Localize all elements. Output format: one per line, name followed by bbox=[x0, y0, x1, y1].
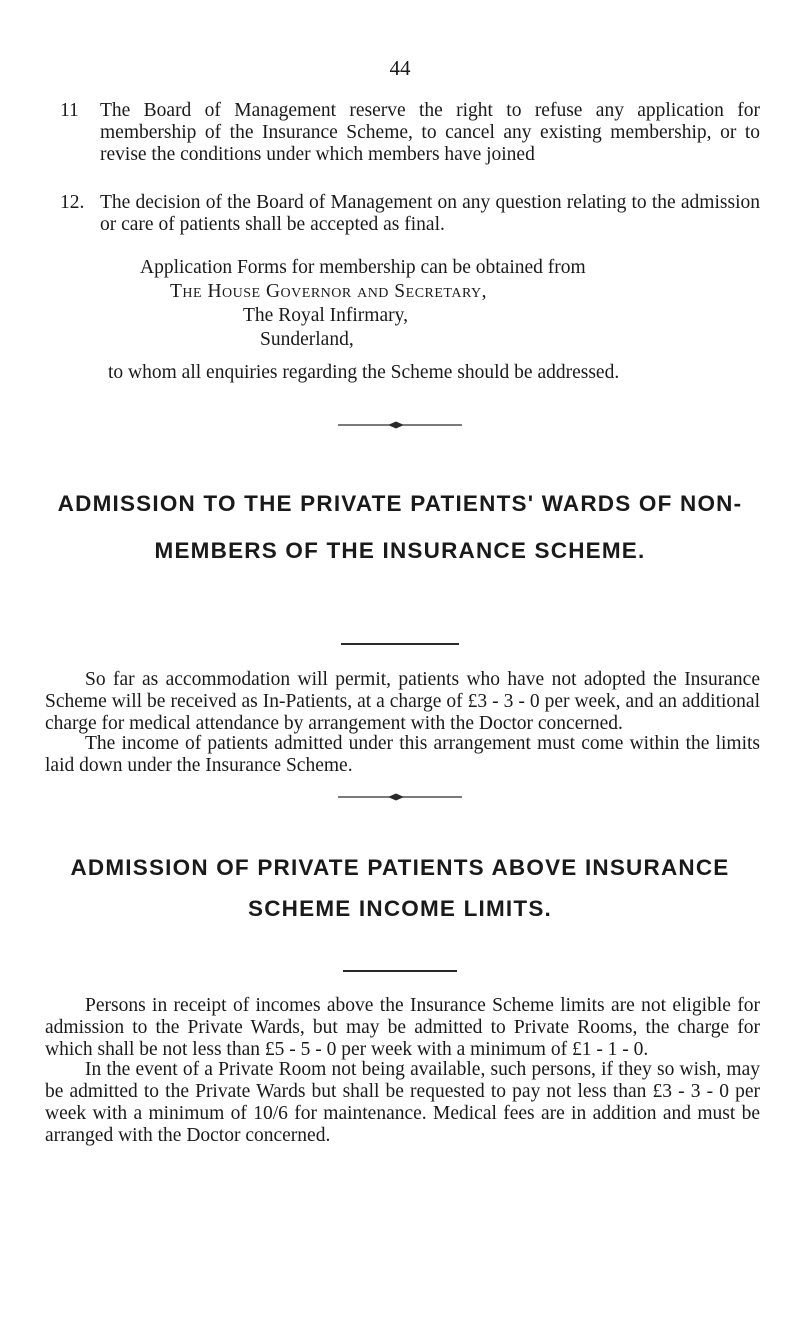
contact-title: The House Governor and Secretary, bbox=[170, 281, 488, 302]
rule-item-11 bbox=[60, 100, 760, 166]
heading-rule bbox=[341, 643, 459, 645]
rule-number: 12. bbox=[60, 192, 85, 213]
contact-intro: Application Forms for membership can be obtained from bbox=[140, 257, 586, 278]
section-heading-non-members: ADMISSION TO THE PRIVATE PATIENTS' WARDS OF NON-MEMBERS OF THE INSURANCE SCHEME. bbox=[57, 491, 743, 563]
section-paragraph: So far as accommodation will permit, patients who have not adopted the Insurance Scheme will be received as In-Patients, at a charge of £3 - 3 - 0 per week, and an additional charge for medical attendance by arrangement with the Doctor concerned. bbox=[45, 669, 760, 734]
rule-number: 11 bbox=[60, 100, 79, 121]
divider-ornament bbox=[338, 420, 462, 430]
section-paragraph: In the event of a Private Room not being available, such persons, if they so wish, may be admitted to the Private Wards but shall be requested to pay not less than £3 - 3 - 0 per week with a minimum of 10/6 for maintenance. Medical fees are in addition and must be arranged with the Doctor concerned. bbox=[45, 1059, 760, 1146]
contact-institution: The Royal Infirmary, bbox=[243, 305, 408, 326]
contact-block bbox=[0, 256, 800, 385]
rule-item-12 bbox=[60, 192, 760, 236]
rule-text: The Board of Management reserve the right to refuse any application for membership of the Insurance Scheme, to cancel any existing membership, or to revise the conditions under which members have joined bbox=[100, 100, 760, 165]
contact-town: Sunderland, bbox=[260, 329, 354, 350]
heading-rule bbox=[343, 970, 457, 972]
section-heading-above-limits: ADMISSION OF PRIVATE PATIENTS ABOVE INSURANCE SCHEME INCOME LIMITS. bbox=[70, 855, 730, 921]
section-paragraph: Persons in receipt of incomes above the Insurance Scheme limits are not eligible for admission to the Private Wards, but may be admitted to Private Rooms, the charge for which shall be not less than £5 - 5 - 0 per week with a minimum of £1 - 1 - 0. bbox=[45, 995, 760, 1060]
section-paragraph: The income of patients admitted under this arrangement must come within the limits laid down under the Insurance Scheme. bbox=[45, 733, 760, 776]
rule-text: The decision of the Board of Management on any question relating to the admission or care of patients shall be accepted as final. bbox=[100, 192, 760, 235]
divider-ornament bbox=[338, 792, 462, 802]
page-number: 44 bbox=[389, 56, 411, 80]
contact-outro: to whom all enquiries regarding the Scheme should be addressed. bbox=[108, 362, 620, 383]
